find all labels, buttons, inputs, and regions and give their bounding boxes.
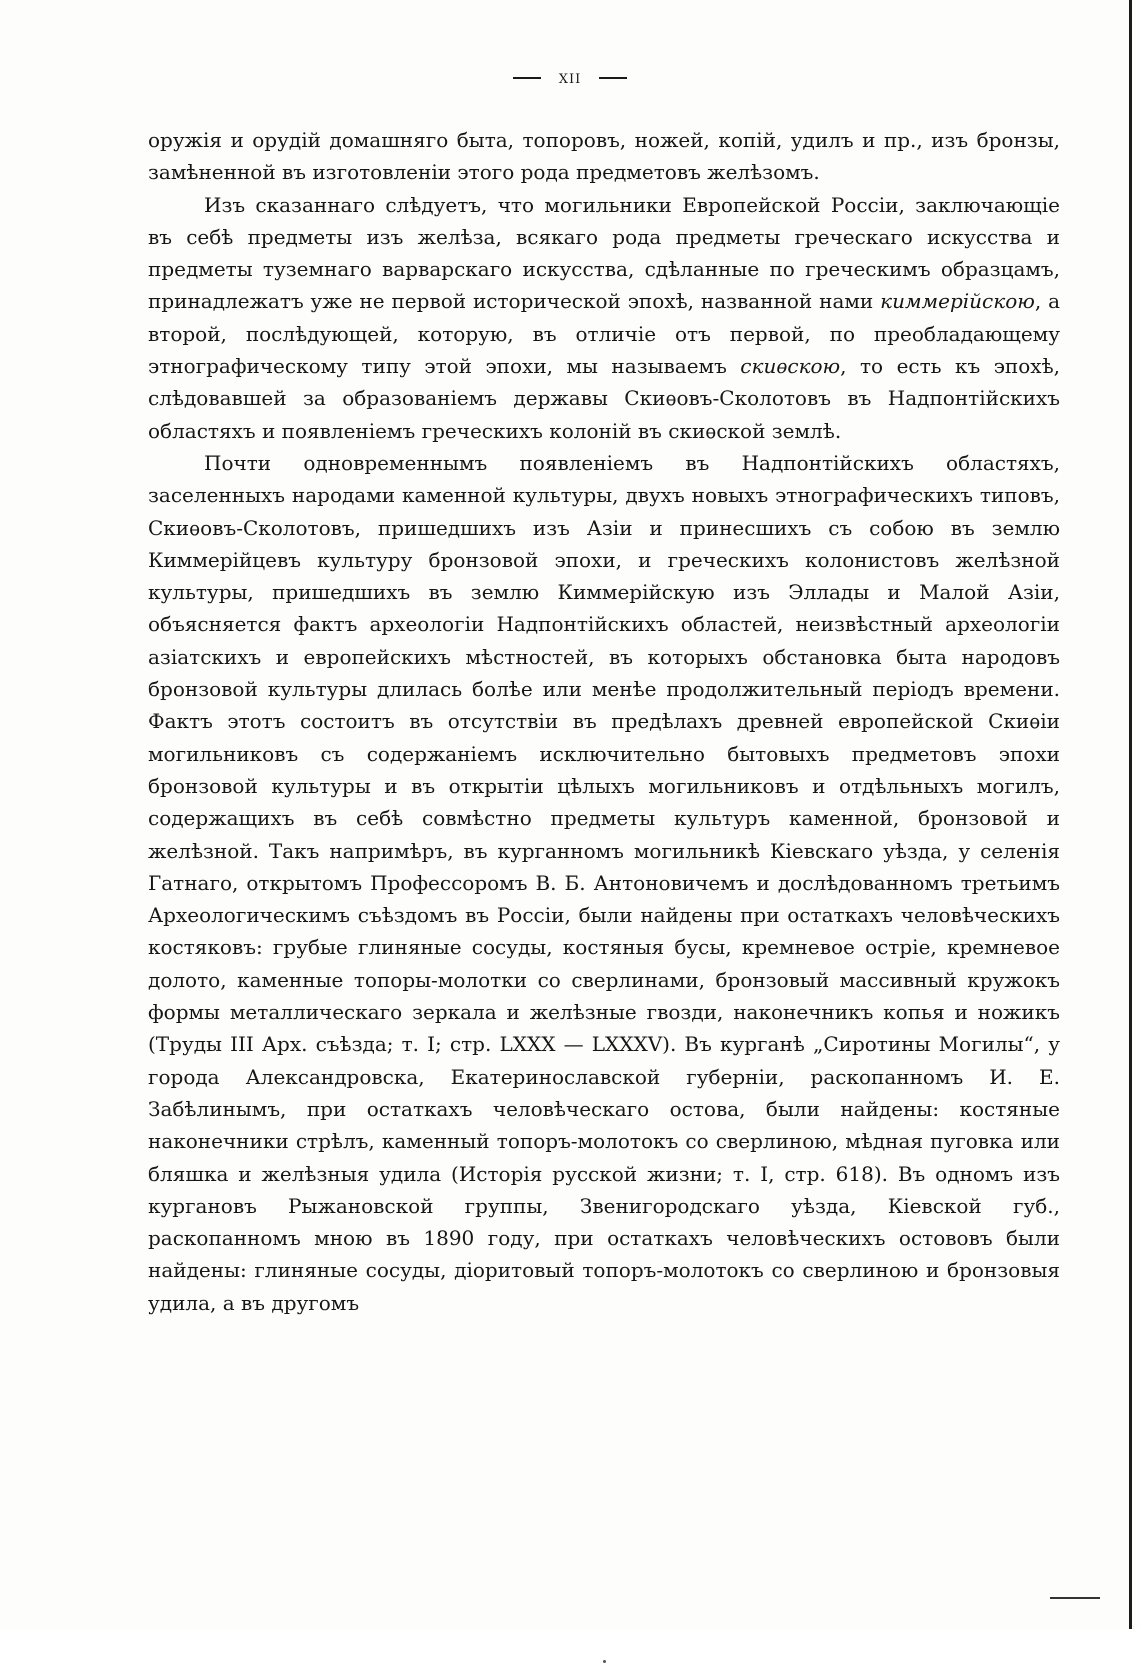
paragraph-text: Изъ сказаннаго слѣдуетъ, что могильники Европейской Россіи, заключающіе въ себѣ предметы изъ желѣза, всякаго рода предметы греческаго искусства и предметы туземнаго варварскаго искусства, сдѣланные по греческимъ образцамъ, принадлежатъ уже не первой исторической эпохѣ, названной нами bbox=[148, 192, 1060, 314]
paragraph-p3 bbox=[148, 447, 1060, 1319]
header-dash-left bbox=[513, 77, 541, 79]
page-number: xii bbox=[558, 66, 582, 88]
body-text bbox=[148, 124, 1060, 1319]
italic-term: скиѳскою bbox=[740, 354, 841, 379]
paragraph-text: оружія и орудій домашняго быта, топоровъ, ножей, копій, удилъ и пр., изъ бронзы, замѣненной въ изготовленіи этого рода предметовъ желѣзомъ. bbox=[148, 128, 1060, 185]
italic-term: киммерійскою bbox=[880, 289, 1035, 314]
header-dash-right bbox=[599, 77, 627, 79]
paragraph-p2 bbox=[148, 189, 1060, 447]
page-header bbox=[0, 66, 1140, 88]
paragraph-text: Почти одновременнымъ появленіемъ въ Надпонтійскихъ областяхъ, заселенныхъ народами каменной культуры, двухъ новыхъ этнографическихъ типовъ, Скиѳовъ-Сколотовъ, пришедшихъ изъ Азіи и принесшихъ съ собою въ землю Киммерійцевъ культуру бронзовой эпохи, и греческихъ колонистовъ желѣзной культуры, пришедшихъ въ землю Киммерійскую изъ Эллады и Малой Азіи, объясняется фактъ археологіи Надпонтійскихъ областей, неизвѣстный археологіи азіатскихъ и европейскихъ мѣстностей, въ которыхъ обстановка быта народовъ бронзовой культуры длилась болѣе или менѣе продолжительный періодъ времени. Фактъ этотъ состоитъ въ отсутствіи въ предѣлахъ древней европейской Скиѳіи могильниковъ съ содержаніемъ исключительно бытовыхъ предметовъ эпохи бронзовой культуры и въ открытіи цѣлыхъ могильниковъ и отдѣльныхъ могилъ, содержащихъ въ себѣ совмѣстно предметы культуръ каменной, бронзовой и желѣзной. Такъ напримѣръ, въ курганномъ могильникѣ Кіевскаго уѣзда, у селенія Гатнаго, открытомъ Профессоромъ В. Б. Антоновичемъ и дослѣдованномъ третьимъ Археологическимъ съѣздомъ въ Россіи, были найдены при остаткахъ человѣческихъ костяковъ: грубые глиняные сосуды, костяныя бусы, кремневое остріе, кремневое долото, каменные топоры-молотки со сверлинами, бронзовый массивный кружокъ формы металлическаго зеркала и желѣзные гвозди, наконечникъ копья и ножикъ (Труды III Арх. съѣзда; т. I; стр. LXXX — LXXXV). Въ курганѣ „Сиротины Могилы“, у города Александровска, Екатеринославской губерніи, раскопанномъ И. Е. Забѣлинымъ, при остаткахъ человѣческаго остова, были найдены: костяные наконечники стрѣлъ, каменный топоръ-молотокъ со сверлиною, мѣдная пуговка или бляшка и желѣзныя удила (Исторія русской жизни; т. I, стр. 618). Въ одномъ изъ кургановъ Рыжановской группы, Звенигородскаго уѣзда, Кіевской губ., раскопанномъ мною въ 1890 году, при остаткахъ человѣческихъ остововъ были найдены: глиняные сосуды, діоритовый топоръ-молотокъ со сверлиною и бронзовыя удила, а въ другомъ bbox=[148, 450, 1060, 1315]
paragraph-p1 bbox=[148, 124, 1060, 189]
paragraph-text: , а второй, послѣдующей, которую, въ отличіе отъ первой, по преобладающему этнографическому типу этой эпохи, мы называемъ bbox=[148, 289, 1060, 379]
scan-edge-line bbox=[1129, 0, 1132, 1629]
paragraph-text: , то есть къ эпохѣ, слѣдовавшей за образованіемъ державы Скиѳовъ-Сколотовъ въ Надпонтійскихъ областяхъ и появленіемъ греческихъ колоній въ скиѳской землѣ. bbox=[148, 354, 1060, 443]
corner-mark bbox=[1050, 1597, 1100, 1599]
